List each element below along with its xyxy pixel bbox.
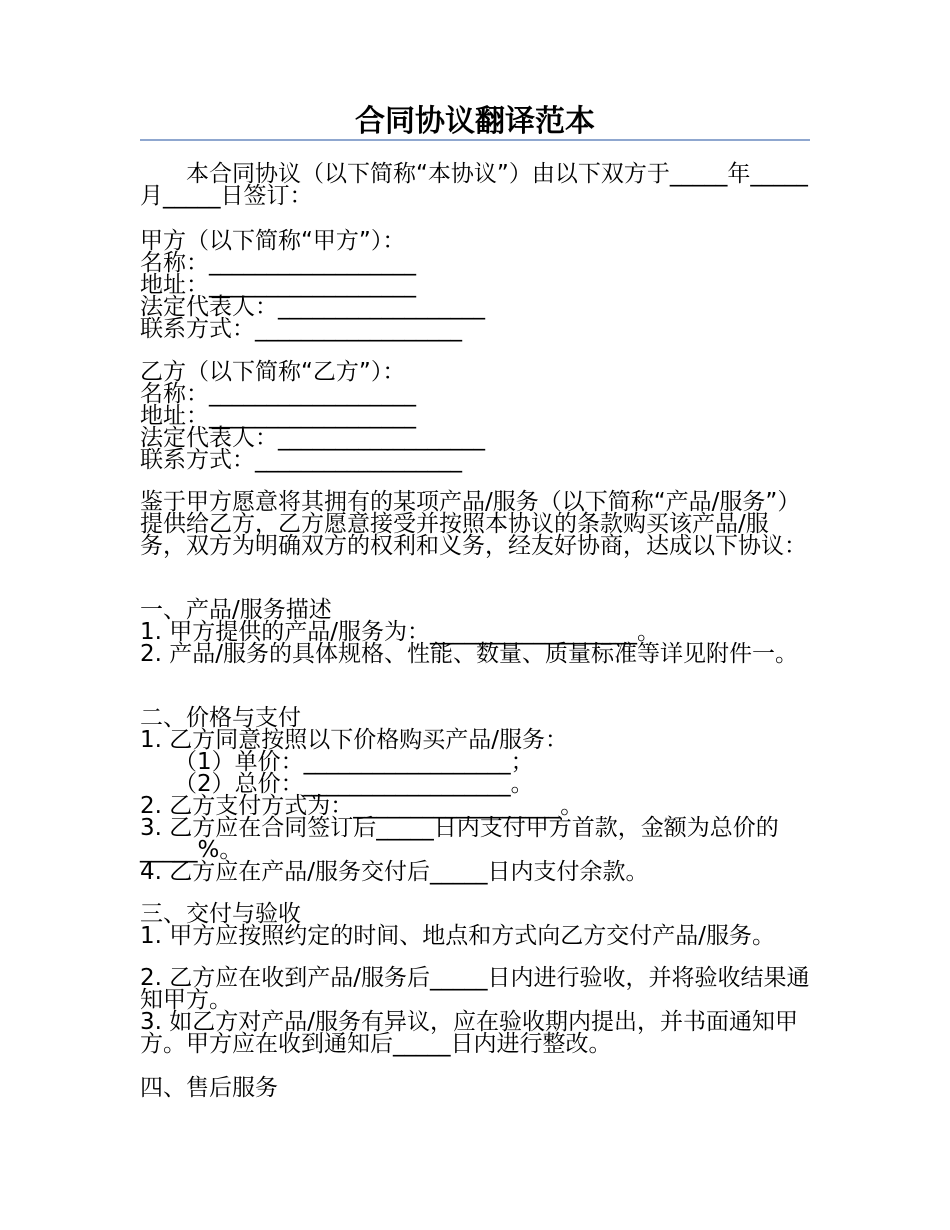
section-heading: 二、价格与支付: [140, 705, 301, 731]
clause-subitem: （1）单价：__________________；: [174, 749, 534, 775]
section-heading: 四、售后服务: [140, 1075, 278, 1101]
clause-item: 3. 乙方应在合同签订后_____日内支付甲方首款，金额为总价的_____%。: [140, 815, 779, 863]
clause-item: 4. 乙方应在产品/服务交付后_____日内支付余款。: [140, 859, 649, 885]
party-a-contact-line: 联系方式：__________________: [140, 316, 462, 342]
party-b-address-line: 地址：__________________: [140, 403, 416, 429]
party-a-address-line: 地址：__________________: [140, 272, 416, 298]
intro-paragraph: 本合同协议（以下简称“本协议”）由以下双方于_____年_____月_____日签订：: [140, 161, 808, 209]
document-title: 合同协议翻译范本: [355, 104, 595, 139]
clause-item: 3. 如乙方对产品/服务有异议，应在验收期内提出，并书面通知甲方。甲方应在收到通知后_____日内进行整改。: [140, 1009, 799, 1057]
party-a-heading: 甲方（以下简称“甲方”）：: [140, 228, 406, 254]
party-b-contact-line: 联系方式：__________________: [140, 447, 462, 473]
preamble-paragraph: 鉴于甲方愿意将其拥有的某项产品/服务（以下简称“产品/服务”）提供给乙方，乙方愿意接受并按照本协议的条款购买该产品/服务，双方为明确双方的权利和义务，经友好协商，达成以下协议：: [140, 489, 807, 559]
clause-item: 1. 甲方提供的产品/服务为：__________________。: [140, 619, 661, 645]
section-heading: 三、交付与验收: [140, 901, 301, 927]
clause-subitem: （2）总价：__________________。: [174, 771, 534, 797]
section-heading: 一、产品/服务描述: [140, 597, 332, 623]
clause-item: 2. 乙方应在收到产品/服务后_____日内进行验收，并将验收结果通知甲方。: [140, 965, 810, 1013]
party-b-name-line: 名称：__________________: [140, 381, 416, 407]
party-b-heading: 乙方（以下简称“乙方”）：: [140, 359, 406, 385]
title-underline: [140, 139, 810, 141]
party-a-name-line: 名称：__________________: [140, 250, 416, 276]
clause-item: 2. 乙方支付方式为：__________________。: [140, 793, 584, 819]
clause-item: 1. 乙方同意按照以下价格购买产品/服务：: [140, 727, 569, 753]
party-b-rep-line: 法定代表人：__________________: [140, 425, 485, 451]
clause-item: 2. 产品/服务的具体规格、性能、数量、质量标准等详见附件一。: [140, 641, 799, 667]
clause-item: 1. 甲方应按照约定的时间、地点和方式向乙方交付产品/服务。: [140, 923, 776, 949]
party-a-rep-line: 法定代表人：__________________: [140, 294, 485, 320]
